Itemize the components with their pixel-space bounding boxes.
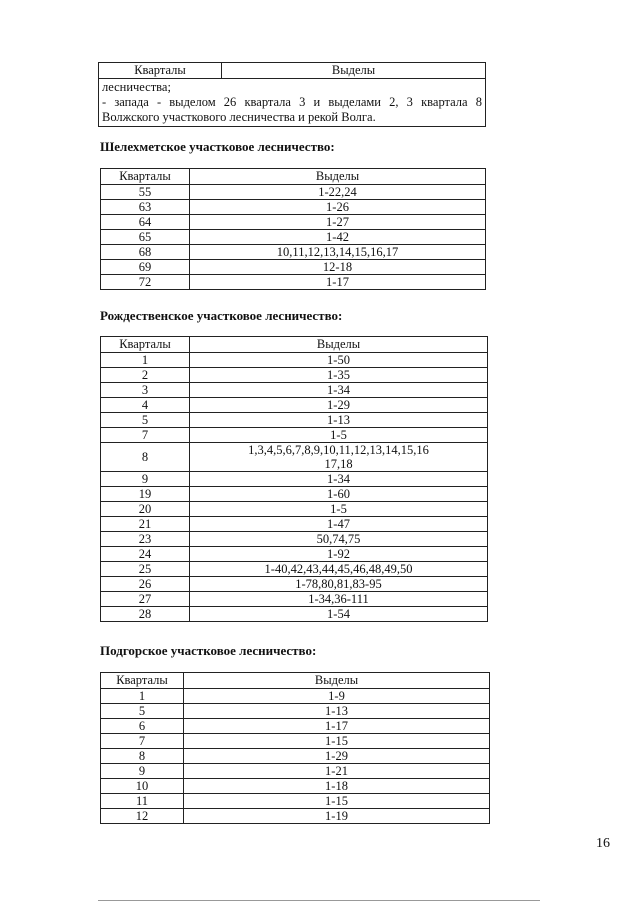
table-row (101, 689, 490, 704)
table-row (101, 794, 490, 809)
table-row (101, 230, 486, 245)
vydely-cell: 12-18 (190, 260, 486, 275)
table-header-row (101, 337, 488, 353)
table-header-row (101, 169, 486, 185)
table-row (101, 185, 486, 200)
vydely-cell: 1-50 (190, 353, 488, 368)
kvartal-cell: 72 (101, 275, 190, 290)
table-header-row (99, 63, 486, 79)
table-row (101, 383, 488, 398)
section-title-rozhdestveno: Рождественское участковое лесничество: (100, 308, 343, 323)
vydely-cell: 1-18 (184, 779, 490, 794)
kvartal-cell: 69 (101, 260, 190, 275)
col-header-vydely: Выделы (190, 169, 486, 185)
note-row (99, 79, 486, 127)
vydely-cell: 1-13 (190, 413, 488, 428)
table-row (101, 779, 490, 794)
kvartal-cell: 8 (101, 749, 184, 764)
vydely-cell: 1-5 (190, 428, 488, 443)
vydely-cell: 1-42 (190, 230, 486, 245)
kvartal-cell: 3 (101, 383, 190, 398)
kvartal-cell: 9 (101, 764, 184, 779)
kvartal-cell: 27 (101, 592, 190, 607)
vydely-cell: 1-19 (184, 809, 490, 824)
vydely-cell: 1-21 (184, 764, 490, 779)
kvartal-cell: 64 (101, 215, 190, 230)
table-row (101, 368, 488, 383)
col-header-kvartaly: Кварталы (101, 673, 184, 689)
vydely-cell: 1-78,80,81,83-95 (190, 577, 488, 592)
table-row (101, 749, 490, 764)
table-row (101, 517, 488, 532)
kvartal-cell: 9 (101, 472, 190, 487)
vydely-cell: 1-17 (190, 275, 486, 290)
table-row (101, 275, 486, 290)
kvartal-cell: 20 (101, 502, 190, 517)
kvartal-cell: 24 (101, 547, 190, 562)
vydely-cell: 1-34,36-111 (190, 592, 488, 607)
table-row (101, 734, 490, 749)
col-header-kvartaly: Кварталы (101, 169, 190, 185)
col-header-vydely: Выделы (190, 337, 488, 353)
col-header-vydely: Выделы (222, 63, 486, 79)
note-line: Волжского участкового лесничества и рекой Волга. (102, 110, 376, 124)
table-row (101, 215, 486, 230)
vydely-cell: 1-47 (190, 517, 488, 532)
vydely-cell: 1-34 (190, 472, 488, 487)
kvartal-cell: 12 (101, 809, 184, 824)
table-row (101, 577, 488, 592)
kvartal-cell: 10 (101, 779, 184, 794)
kvartal-cell: 28 (101, 607, 190, 622)
kvartal-cell: 2 (101, 368, 190, 383)
bottom-divider (98, 900, 540, 901)
vydely-cell: 50,74,75 (190, 532, 488, 547)
vydely-cell: 1-60 (190, 487, 488, 502)
vydely-cell: 1-15 (184, 734, 490, 749)
shelekhmet-table (100, 168, 486, 290)
kvartal-cell: 23 (101, 532, 190, 547)
table-row (101, 502, 488, 517)
kvartal-cell: 6 (101, 719, 184, 734)
kvartal-cell: 21 (101, 517, 190, 532)
kvartal-cell: 5 (101, 413, 190, 428)
kvartal-cell: 11 (101, 794, 184, 809)
table-row (101, 353, 488, 368)
vydely-cell: 1-29 (184, 749, 490, 764)
vydely-cell: 1-40,42,43,44,45,46,48,49,50 (190, 562, 488, 577)
vydely-cell: 1-17 (184, 719, 490, 734)
boundary-note (99, 79, 486, 127)
kvartal-cell: 7 (101, 428, 190, 443)
vydely-cell: 1-34 (190, 383, 488, 398)
vydely-cell: 1-35 (190, 368, 488, 383)
col-header-vydely: Выделы (184, 673, 490, 689)
table-row (101, 592, 488, 607)
table-row (101, 245, 486, 260)
section-title-podgory: Подгорское участковое лесничество: (100, 643, 317, 658)
table-row (101, 719, 490, 734)
kvartal-cell: 7 (101, 734, 184, 749)
kvartal-cell: 65 (101, 230, 190, 245)
podgory-table (100, 672, 490, 824)
vydely-cell: 1-13 (184, 704, 490, 719)
kvartal-cell: 55 (101, 185, 190, 200)
vydely-cell: 1-26 (190, 200, 486, 215)
section-title-shelekhmet: Шелехметское участковое лесничество: (100, 139, 335, 154)
table-row (101, 532, 488, 547)
kvartal-cell: 8 (101, 443, 190, 472)
vydely-cell: 1-29 (190, 398, 488, 413)
table-row (101, 809, 490, 824)
table-row (101, 398, 488, 413)
kvartal-cell: 1 (101, 689, 184, 704)
table-row (101, 487, 488, 502)
kvartal-cell: 26 (101, 577, 190, 592)
table-row (101, 547, 488, 562)
table-row (101, 200, 486, 215)
kvartal-cell: 63 (101, 200, 190, 215)
table-row (101, 443, 488, 472)
col-header-kvartaly: Кварталы (101, 337, 190, 353)
vydely-cell: 1-27 (190, 215, 486, 230)
vydely-cell: 1-54 (190, 607, 488, 622)
note-line: лесничества; (102, 80, 171, 94)
table-row (101, 764, 490, 779)
vydely-cell: 1-92 (190, 547, 488, 562)
table-row (101, 607, 488, 622)
table-row (101, 413, 488, 428)
continuation-table (98, 62, 486, 127)
kvartal-cell: 25 (101, 562, 190, 577)
table-row (101, 260, 486, 275)
vydely-cell: 1-22,24 (190, 185, 486, 200)
kvartal-cell: 19 (101, 487, 190, 502)
table-row (101, 472, 488, 487)
kvartal-cell: 1 (101, 353, 190, 368)
table-row (101, 562, 488, 577)
vydely-cell: 1,3,4,5,6,7,8,9,10,11,12,13,14,15,16 17,18 (190, 443, 488, 472)
kvartal-cell: 5 (101, 704, 184, 719)
vydely-cell: 1-9 (184, 689, 490, 704)
kvartal-cell: 68 (101, 245, 190, 260)
page-number: 16 (596, 836, 610, 851)
note-line: - запада - выделом 26 квартала 3 и выделами 2, 3 квартала 8 (102, 95, 482, 109)
col-header-kvartaly: Кварталы (99, 63, 222, 79)
vydely-cell: 10,11,12,13,14,15,16,17 (190, 245, 486, 260)
table-row (101, 704, 490, 719)
table-header-row (101, 673, 490, 689)
vydely-cell: 1-5 (190, 502, 488, 517)
kvartal-cell: 4 (101, 398, 190, 413)
vydely-cell: 1-15 (184, 794, 490, 809)
rozhdestveno-table (100, 336, 488, 622)
table-row (101, 428, 488, 443)
